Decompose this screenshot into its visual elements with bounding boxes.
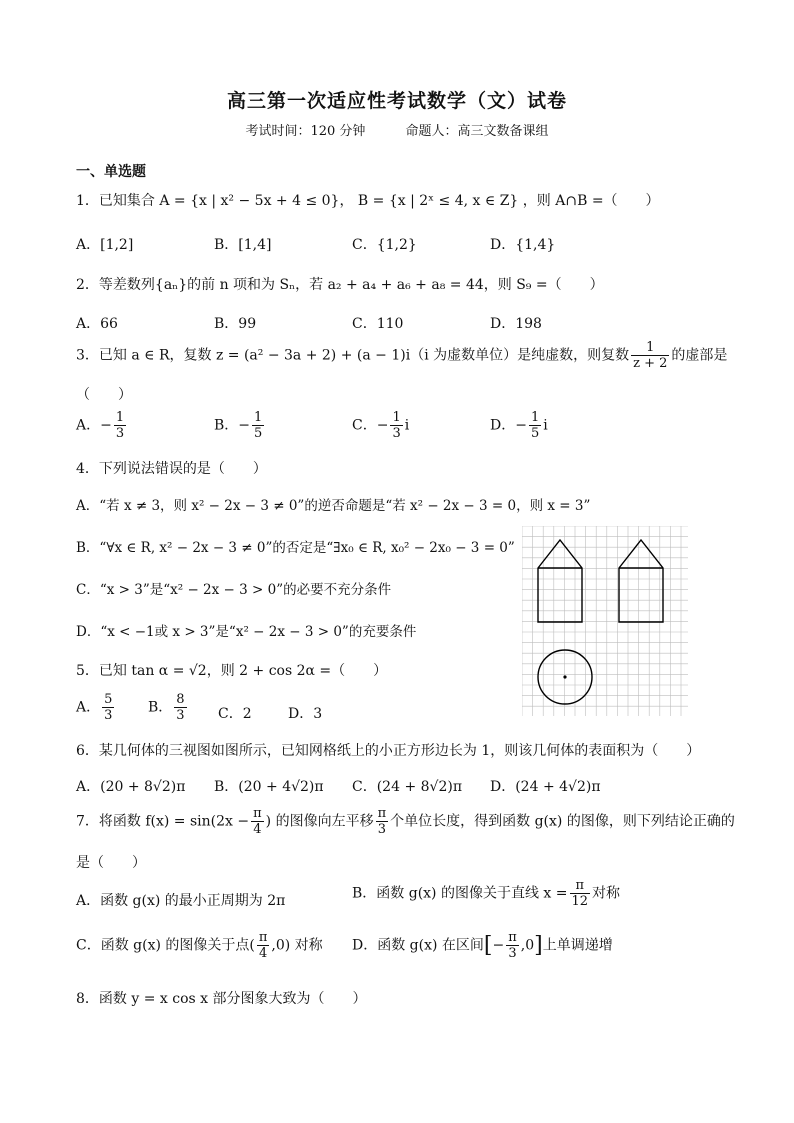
q7-d-left-bracket: [ [483, 933, 493, 958]
q1-set-a: A = {x | x² − 5x + 4 ≤ 0} [159, 193, 340, 209]
q7-frac1 [251, 806, 264, 837]
section-heading: 一、单选题 [76, 164, 146, 180]
q7-d-frac [506, 930, 519, 961]
q5-b-num: 8 [176, 692, 185, 707]
q1-option-a: A．[1,2] [76, 237, 134, 253]
q7-line2: 是（ ） [76, 855, 146, 871]
q3-c-suffix: i [404, 417, 410, 434]
q5-a-num: 5 [104, 692, 113, 707]
q7-option-a: A．函数 g(x) 的最小正周期为 2π [76, 893, 286, 909]
three-view-figure [522, 526, 688, 716]
q3-c-sign: − [376, 417, 389, 434]
q1-option-c: C．{1,2} [352, 237, 417, 253]
q7-b-pre: B．函数 g(x) 的图像关于直线 x = [352, 885, 568, 902]
q7-d-num: π [508, 930, 517, 945]
q7-b-frac [570, 878, 591, 909]
q5-option-b [148, 692, 189, 723]
q3-c-label: C． [352, 417, 377, 434]
question-7 [76, 806, 735, 837]
q7-frac2-num: π [377, 806, 387, 821]
front-view-house [538, 540, 582, 622]
q1-num: 1．已知集合 [76, 193, 155, 209]
q3-b-frac [252, 410, 264, 441]
q1-ask: ，则 A∩B =（ ） [522, 193, 660, 209]
q3-option-c [352, 410, 409, 441]
q6-option-d: D．(24 + 4√2)π [490, 779, 601, 795]
question-1: 1．已知集合 A = {x | x² − 5x + 4 ≤ 0}， B = {x | 2ˣ ≤ 4, x ∈ Z} ，则 A∩B =（ ） [76, 193, 660, 209]
q3-d-sign: − [515, 417, 527, 434]
q3-d-den: 5 [530, 426, 540, 441]
top-view-center-dot [563, 675, 566, 678]
q4-option-d: D．“x < −1或 x > 3”是“x² − 2x − 3 > 0”的充要条件 [76, 624, 417, 640]
q3-a-frac [114, 410, 126, 441]
q3-c-frac [390, 410, 402, 441]
q7-c-num: π [258, 930, 268, 945]
q2-option-d: D．198 [490, 316, 542, 332]
q3-b-label: B． [214, 417, 239, 434]
q5-b-label: B． [148, 699, 173, 716]
q7-c-pre: C．函数 g(x) 的图像关于点( [76, 937, 255, 954]
q3-b-sign: − [238, 417, 251, 434]
question-5: 5．已知 tan α = √2，则 2 + cos 2α =（ ） [76, 663, 388, 679]
q7-d-mid: ,0 [520, 937, 535, 954]
q3-d-suffix: i [543, 417, 548, 434]
q7-b-num: π [570, 878, 591, 894]
exam-author: 命题人：高三文数备课组 [405, 124, 549, 139]
q3-frac-num: 1 [631, 340, 669, 356]
q7-option-b [352, 878, 620, 909]
exam-info [0, 120, 794, 139]
q6-option-b: B．(20 + 4√2)π [214, 779, 324, 795]
q7-frac1-den: 4 [253, 822, 262, 837]
q5-option-c: C．2 [218, 706, 252, 722]
q7-b-post: 对称 [592, 885, 621, 902]
q7-option-d [352, 930, 613, 961]
q7-d-post: 上单调递增 [542, 937, 613, 954]
q7-b-den: 12 [571, 894, 589, 909]
q7-d-den: 3 [508, 946, 517, 961]
question-2: 2．等差数列{aₙ}的前 n 项和为 Sₙ，若 a₂ + a₄ + a₆ + a₈ = 44，则 S₉ =（ ） [76, 277, 604, 293]
q4-option-a: A．“若 x ≠ 3，则 x² − 2x − 3 ≠ 0”的逆否命题是“若 x² − 2x − 3 = 0，则 x = 3” [76, 498, 591, 514]
q3-c-den: 3 [392, 426, 401, 441]
question-6: 6．某几何体的三视图如图所示，已知网格纸上的小正方形边长为 1，则该几何体的表面积为（ ） [76, 743, 701, 759]
q3-a-num: 1 [115, 410, 125, 425]
q7-d-right-bracket: ] [534, 933, 543, 958]
q3-d-frac [529, 410, 541, 441]
q5-b-den: 3 [176, 708, 185, 723]
q3-a-den: 3 [115, 426, 125, 441]
q7-c-frac [257, 930, 270, 961]
q5-b-frac [174, 692, 186, 723]
q7-mid: ) 的图像向左平移 [265, 813, 374, 830]
q3-c-num: 1 [392, 410, 401, 425]
q2-option-a: A．66 [76, 316, 118, 332]
q1-option-b: B．[1,4] [214, 237, 272, 253]
q7-d-sign: − [492, 937, 505, 954]
q5-a-den: 3 [104, 708, 113, 723]
q3-text: 3．已知 a ∈ R，复数 z = (a² − 3a + 2) + (a − 1)i（i 为虚数单位）是纯虚数，则复数 [76, 347, 630, 364]
q5-a-frac [102, 692, 114, 723]
q3-tail: 的虚部是 [671, 347, 728, 364]
page-title: 高三第一次适应性考试数学（文）试卷 [226, 90, 567, 112]
q3-d-num: 1 [530, 410, 540, 425]
question-8: 8．函数 y = x cos x 部分图象大致为（ ） [76, 991, 367, 1007]
q3-option-d [490, 410, 548, 441]
q3-option-b [214, 410, 266, 441]
exam-time: 考试时间：120 分钟 [245, 124, 366, 139]
q3-frac-den: z + 2 [633, 356, 668, 371]
q1-option-d: D．{1,4} [490, 237, 556, 253]
q1-set-b: B = {x | 2ˣ ≤ 4, x ∈ Z} [357, 193, 519, 209]
q5-option-d: D．3 [288, 706, 323, 722]
q7-d-pre: D．函数 g(x) 在区间 [352, 937, 484, 954]
q2-option-c: C．110 [352, 316, 404, 332]
q4-option-c: C．“x > 3”是“x² − 2x − 3 > 0”的必要不充分条件 [76, 582, 392, 598]
q4-option-b: B．“∀x ∈ R, x² − 2x − 3 ≠ 0”的否定是“∃x₀ ∈ R, x₀² − 2x₀ − 3 = 0” [76, 540, 515, 556]
side-view-house [619, 540, 663, 622]
q6-option-c: C．(24 + 8√2)π [352, 779, 463, 795]
question-4: 4．下列说法错误的是（ ） [76, 461, 267, 477]
q7-c-den: 4 [258, 946, 268, 961]
q6-option-a: A．(20 + 8√2)π [76, 779, 186, 795]
q3-a-label: A． [76, 417, 101, 434]
q5-a-label: A． [76, 699, 101, 716]
q7-option-c [76, 930, 323, 961]
q5-option-a [76, 692, 116, 723]
q3-a-sign: − [100, 417, 112, 434]
question-3 [76, 340, 727, 371]
q7-frac2 [376, 806, 389, 837]
q3-d-label: D． [490, 417, 516, 434]
q3-paren: （ ） [76, 387, 132, 403]
q3-option-a [76, 410, 128, 441]
q3-b-den: 5 [254, 426, 263, 441]
q7-post: 个单位长度，得到函数 g(x) 的图像，则下列结论正确的 [390, 813, 735, 830]
q7-c-post: ,0) 对称 [271, 937, 323, 954]
q3-b-num: 1 [254, 410, 263, 425]
q2-option-b: B．99 [214, 316, 257, 332]
q7-frac2-den: 3 [377, 822, 386, 837]
q7-frac1-num: π [253, 806, 262, 821]
q7-pre: 7．将函数 f(x) = sin(2x − [76, 813, 250, 830]
q3-fraction [631, 340, 669, 371]
